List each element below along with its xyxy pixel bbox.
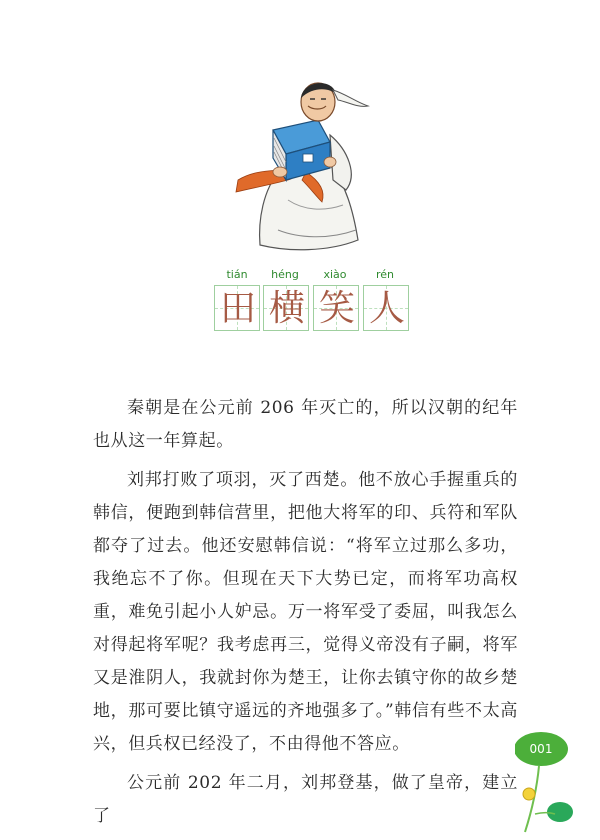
boy-holding-books-illustration [218, 80, 388, 255]
title-char-box-1 [214, 285, 260, 331]
title-char-box-4 [363, 285, 409, 331]
page-number: 001 [529, 742, 553, 756]
title-char-2: 横 [268, 288, 305, 329]
paragraph-1: 秦朝是在公元前 206 年灭亡的，所以汉朝的纪年也从这一年算起。 [93, 398, 518, 451]
pinyin-4: rén [375, 268, 395, 281]
title-char-box-3 [313, 285, 359, 331]
title-char-4: 人 [368, 288, 405, 329]
page-number-badge [515, 732, 600, 836]
story-title [212, 268, 412, 330]
title-char-box-2 [263, 285, 309, 331]
paragraph-2: 刘邦打败了项羽，灭了西楚。他不放心手握重兵的韩信，便跑到韩信营里，把他大将军的印、兵符和军队都夺了过去。他还安慰韩信说：“将军立过那么多功，我绝忘不了你。但现在天下大势已定，而将军功高权重，难免引起小人妒忌。万一将军受了委屈，叫我怎么对得起将军呢？我考虑再三，觉得义帝没有子嗣，将军又是淮阴人，我就封你为楚王，让你去镇守你的故乡楚地，那可要比镇守遥远的齐地强多了。”韩信有些不太高兴，但兵权已经没了，不由得他不答应。 [93, 470, 518, 754]
pinyin-1: tián [226, 268, 248, 281]
title-char-3: 笑 [318, 288, 355, 329]
story-body [93, 392, 518, 839]
illustration-svg [218, 80, 388, 255]
title-char-1: 田 [219, 288, 256, 329]
paragraph-3: 公元前 202 年二月，刘邦登基，做了皇帝，建立了 [93, 773, 518, 826]
pinyin-2: héng [271, 268, 299, 281]
pinyin-3: xiào [323, 268, 347, 281]
pinyin-row [212, 268, 412, 282]
